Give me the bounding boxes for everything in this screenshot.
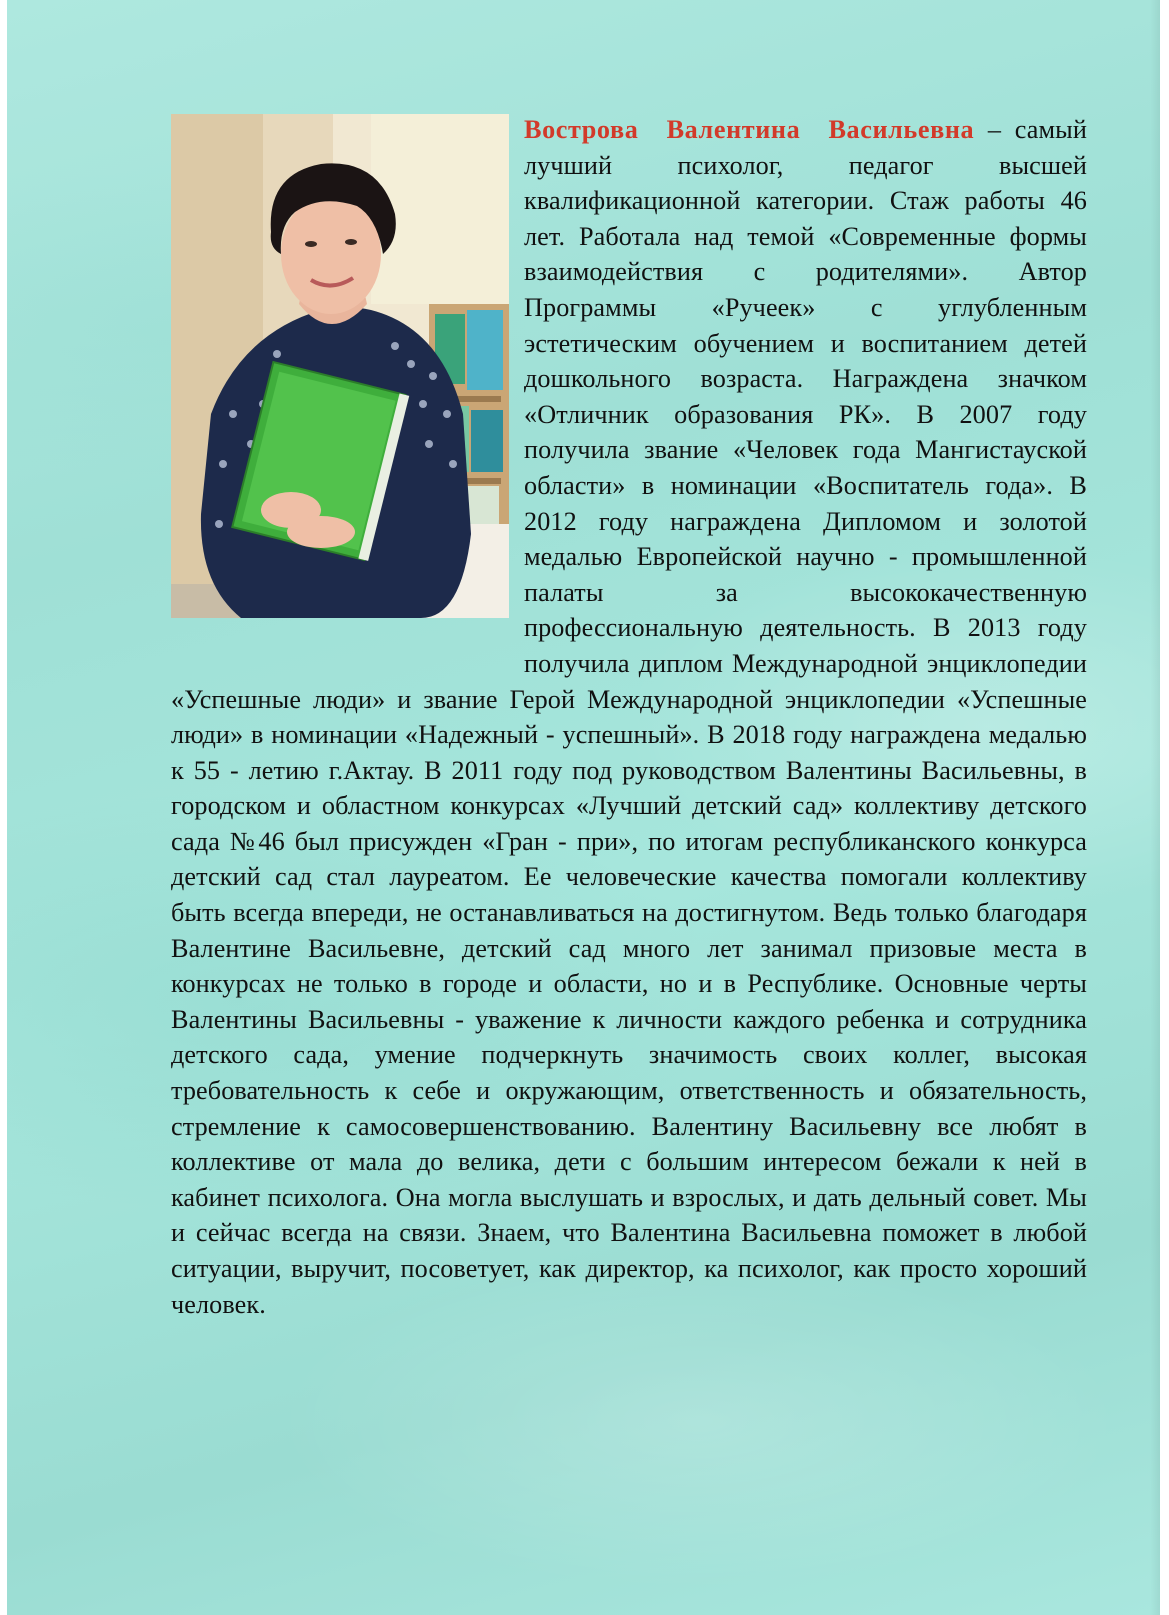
document-page [7, 0, 1160, 1615]
biography-text [171, 112, 1087, 1322]
person-name: Вострова Валентина Васильевна [524, 115, 975, 144]
photo-spacer [171, 112, 524, 646]
page-edge-shadow [1150, 0, 1160, 1615]
biography-body: – самый лучший психолог, педагог высшей квалификационной категории. Стаж работы 46 лет. Работала над темой «Современные формы взаимодействия с родителями». Автор Программы «Ручеек» с углубленным эстетическим обучением и воспитанием детей дошкольного возраста. Награждена значком «Отличник образования РК». В 2007 году получила звание «Человек года Мангистауской области» в номинации «Воспитатель года». В 2012 году награждена Дипломом и золотой медалью Европейской научно - промышленной палаты за высококачественную профессиональную деятельность. В 2013 году получила диплом Международной энциклопедии «Успешные люди» и звание Герой Международной энциклопедии «Успешные люди» в номинации «Надежный - успешный». В 2018 году награждена медалью к 55 - летию г.Актау. В 2011 году под руководством Валентины Васильевны, в городском и областном конкурсах «Лучший детский сад» коллективу детского сада №46 был присужден «Гран - при», по итогам республиканского конкурса детский сад стал лауреатом. Ее человеческие качества помогали коллективу быть всегда впереди, не останавливаться на достигнутом. Ведь только благодаря Валентине Васильевне, детский сад много лет занимал призовые места в конкурсах не только в городе и области, но и в Республике. Основные черты Валентины Васильевны - уважение к личности каждого ребенка и сотрудника детского сада, умение подчеркнуть значимость своих коллег, высокая требовательность к себе и окружающим, ответственность и обязательность, стремление к самосовершенствованию. Валентину Васильевну все любят в коллективе от мала до велика, дети с большим интересом бежали к ней в кабинет психолога. Она могла выслушать и взрослых, и дать дельный совет. Мы и сейчас всегда на связи. Знаем, что Валентина Васильевна поможет в любой ситуации, выручит, посоветует, как директор, ка психолог, как просто хороший человек. [171, 115, 1087, 1319]
